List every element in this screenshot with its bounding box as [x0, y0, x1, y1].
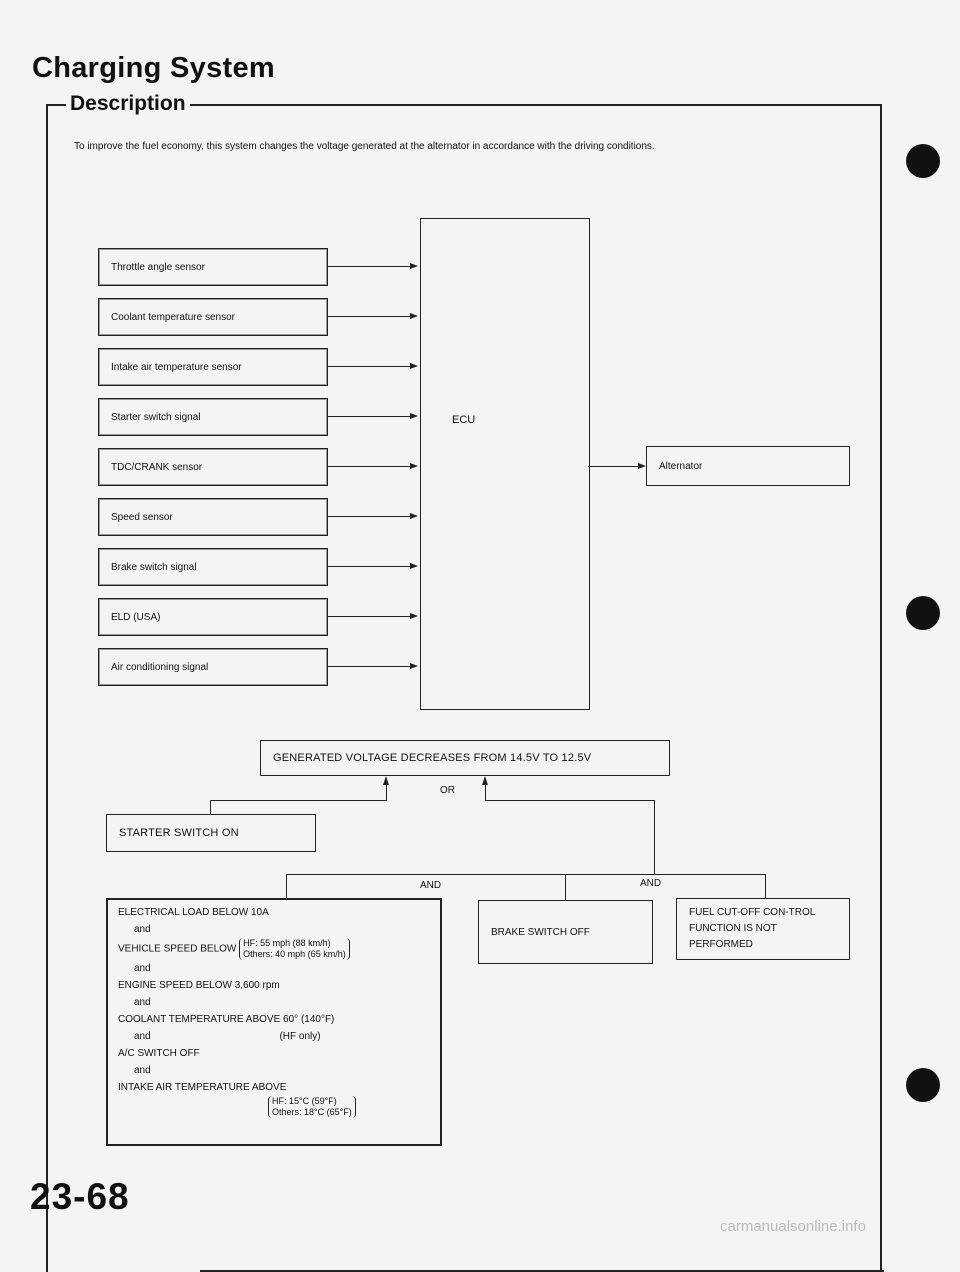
output-alternator: Alternator	[646, 446, 850, 486]
arrowhead	[638, 463, 646, 469]
hf-only-note: (HF only)	[279, 1031, 321, 1042]
vehicle-speed-label: VEHICLE SPEED BELOW	[118, 943, 237, 955]
watermark: carmanualsonline.info	[720, 1218, 866, 1235]
intake-temp-values-row	[118, 1096, 438, 1118]
or-label: OR	[440, 785, 455, 796]
input-connector	[328, 616, 412, 617]
and-connector-text: and	[134, 1031, 151, 1042]
input-connector	[328, 466, 412, 467]
input-connector	[328, 316, 412, 317]
connector	[286, 874, 287, 898]
arrowhead	[410, 513, 418, 519]
arrowhead	[410, 463, 418, 469]
input-throttle-angle-sensor: Throttle angle sensor	[98, 248, 328, 286]
intake-temp-hf: HF: 15°C (59°F)	[272, 1096, 337, 1106]
arrowhead	[410, 563, 418, 569]
condition-ac-switch: A/C SWITCH OFF	[118, 1048, 200, 1059]
and-hf-only-row	[118, 1028, 438, 1045]
input-brake-switch-signal: Brake switch signal	[98, 548, 328, 586]
and-connector-text: and	[134, 1065, 151, 1076]
vehicle-speed-hf: HF: 55 mph (88 km/h)	[243, 938, 331, 948]
input-connector	[328, 366, 412, 367]
connector	[210, 800, 211, 814]
input-connector	[328, 416, 412, 417]
intake-temp-values	[268, 1096, 356, 1118]
connector	[485, 784, 486, 800]
connector	[765, 874, 766, 898]
arrowhead	[410, 663, 418, 669]
and-connector-text: and	[134, 924, 151, 935]
vehicle-speed-values	[239, 938, 350, 960]
result-voltage-decreases: GENERATED VOLTAGE DECREASES FROM 14.5V TO 12.5V	[260, 740, 670, 776]
connector	[565, 874, 566, 900]
condition-intake-air-temperature: INTAKE AIR TEMPERATURE ABOVE	[118, 1082, 287, 1093]
input-air-conditioning-signal: Air conditioning signal	[98, 648, 328, 686]
description-text: To improve the fuel economy, this system changes the voltage generated at the alternator in accordance with the driving conditions.	[74, 141, 655, 152]
connector	[485, 800, 654, 801]
input-connector	[328, 566, 412, 567]
input-connector	[328, 666, 412, 667]
condition-electrical-load: ELECTRICAL LOAD BELOW 10A	[118, 907, 269, 918]
fuel-cut-off-not-performed: FUEL CUT-OFF CON-TROL FUNCTION IS NOT PERFORMED	[676, 898, 850, 960]
conditions-list	[118, 904, 438, 1118]
input-speed-sensor: Speed sensor	[98, 498, 328, 536]
binder-hole-mark	[906, 144, 940, 178]
input-intake-air-temperature-sensor: Intake air temperature sensor	[98, 348, 328, 386]
arrowhead	[410, 413, 418, 419]
condition-coolant-temperature: COOLANT TEMPERATURE ABOVE 60° (140°F)	[118, 1014, 335, 1025]
condition-engine-speed: ENGINE SPEED BELOW 3,600 rpm	[118, 980, 280, 991]
and-label: AND	[640, 878, 662, 889]
intake-temp-others: Others: 18°C (65°F)	[272, 1107, 352, 1117]
binder-hole-mark	[906, 596, 940, 630]
starter-switch-on: STARTER SWITCH ON	[106, 814, 316, 852]
ecu-label: ECU	[452, 414, 476, 426]
and-connector-text: and	[134, 963, 151, 974]
connector	[210, 800, 387, 801]
page-title: Charging System	[32, 52, 275, 84]
connector	[386, 784, 387, 800]
input-eld-usa: ELD (USA)	[98, 598, 328, 636]
input-connector	[328, 266, 412, 267]
vehicle-speed-others: Others: 40 mph (65 km/h)	[243, 949, 346, 959]
section-title: Description	[66, 92, 190, 116]
arrowhead	[410, 313, 418, 319]
input-connector	[328, 516, 412, 517]
and-connector	[286, 874, 766, 875]
connector	[654, 800, 655, 874]
output-connector	[588, 466, 640, 467]
page-number: 23-68	[30, 1176, 130, 1217]
input-starter-switch-signal: Starter switch signal	[98, 398, 328, 436]
and-connector-text: and	[134, 997, 151, 1008]
brake-switch-off: BRAKE SWITCH OFF	[478, 900, 653, 964]
ecu-box	[420, 218, 590, 710]
and-label: AND	[420, 880, 442, 891]
input-coolant-temperature-sensor: Coolant temperature sensor	[98, 298, 328, 336]
arrowhead	[410, 263, 418, 269]
arrowhead	[410, 613, 418, 619]
condition-vehicle-speed	[118, 938, 438, 960]
input-tdc-crank-sensor: TDC/CRANK sensor	[98, 448, 328, 486]
binder-hole-mark	[906, 1068, 940, 1102]
arrowhead	[410, 363, 418, 369]
